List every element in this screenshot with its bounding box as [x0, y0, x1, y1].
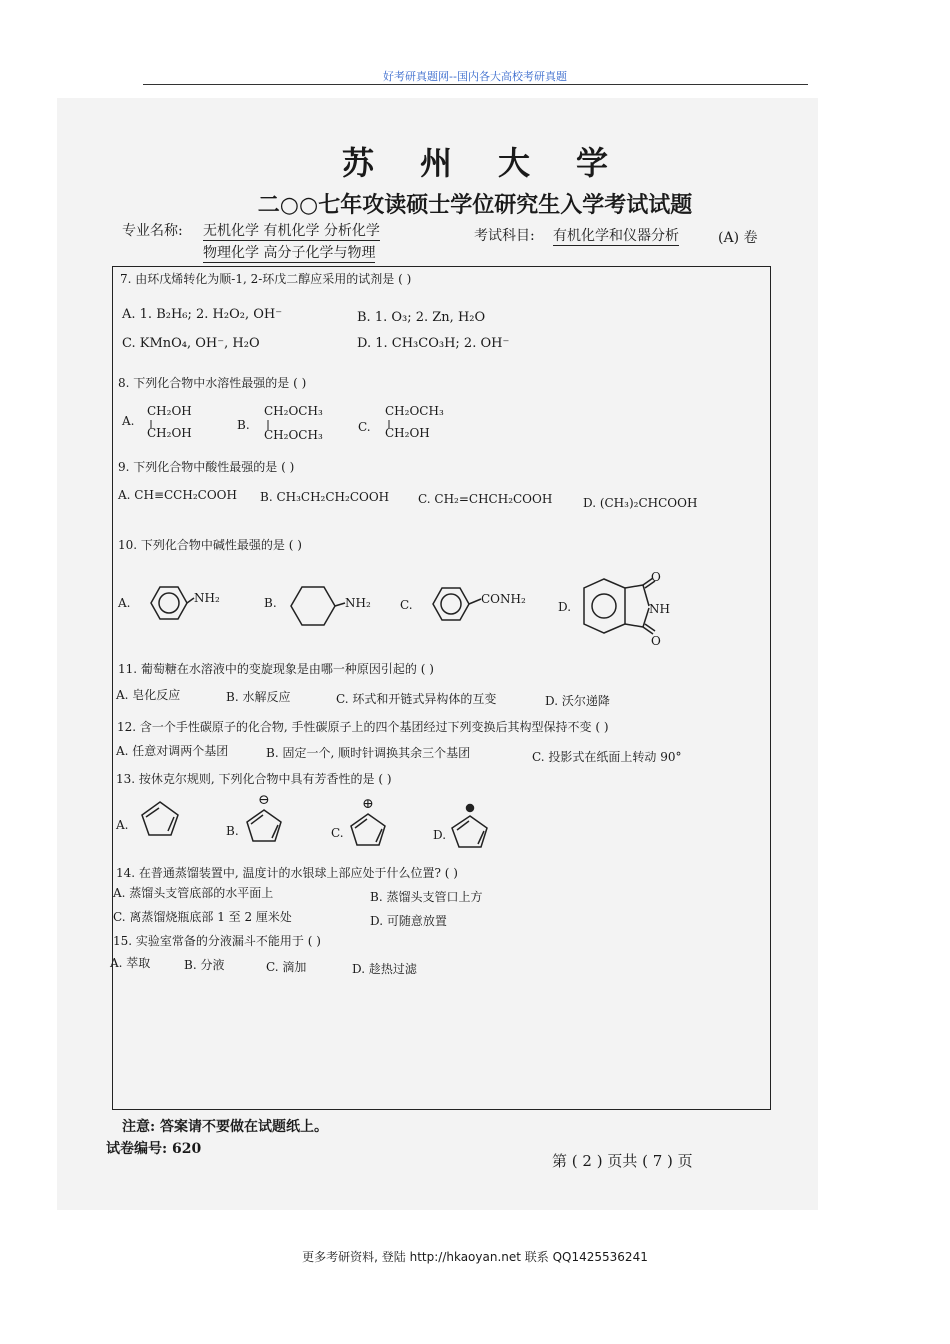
- q9-option-b: B. CH₃CH₂CH₂COOH: [260, 490, 390, 504]
- q11-stem: 11. 葡萄糖在水溶液中的变旋现象是由哪一种原因引起的 ( ): [118, 662, 434, 676]
- paper-type: (A) 卷: [718, 230, 758, 246]
- q8-a-label: A.: [122, 414, 135, 428]
- q13-b-cyclopentadienyl-anion: [247, 810, 281, 841]
- subject-name: 有机化学和仪器分析: [553, 225, 679, 246]
- major-line-2: 物理化学 高分子化学与物理: [203, 242, 375, 263]
- q10-c-group: CONH₂: [481, 592, 526, 606]
- q7-stem: 7. 由环戊烯转化为顺-1, 2-环戊二醇应采用的试剂是 ( ): [120, 272, 412, 286]
- q15-option-d: D. 趁热过滤: [352, 962, 417, 976]
- q13-d-label: D.: [433, 828, 447, 842]
- q10-a-group: NH₂: [194, 591, 220, 605]
- q14-stem: 14. 在普通蒸馏装置中, 温度计的水银球上部应处于什么位置? ( ): [116, 866, 458, 880]
- q13-b-anion-charge: ⊖: [258, 792, 270, 808]
- q8-a-top: CH₂OH: [147, 404, 192, 418]
- q11-option-d: D. 沃尔递降: [545, 694, 610, 708]
- university-name: 苏州大学: [341, 144, 654, 182]
- q10-d-carbonyl-top: O: [651, 570, 661, 584]
- q11-option-c: C. 环式和开链式异构体的互变: [336, 692, 497, 706]
- q15-stem: 15. 实验室常备的分液漏斗不能用于 ( ): [113, 934, 321, 948]
- q9-option-a: A. CH≡CCH₂COOH: [118, 488, 237, 502]
- q10-d-label: D.: [558, 600, 572, 614]
- q12-option-a: A. 任意对调两个基团: [116, 744, 229, 758]
- q10-d-carbonyl-bottom: O: [651, 634, 661, 648]
- q14-option-b: B. 蒸馏头支管口上方: [370, 890, 483, 904]
- q8-c-label: C.: [358, 420, 371, 434]
- q13-c-label: C.: [331, 826, 344, 840]
- q10-c-label: C.: [400, 598, 413, 612]
- q13-b-label: B.: [226, 824, 239, 838]
- q12-option-b: B. 固定一个, 顺时针调换其余三个基团: [266, 746, 471, 760]
- q10-b-group: NH₂: [345, 596, 371, 610]
- paper-number: 试卷编号: 620: [106, 1141, 202, 1157]
- q13-a-label: A.: [116, 818, 129, 832]
- q9-stem: 9. 下列化合物中酸性最强的是 ( ): [118, 460, 295, 474]
- q13-a-cyclopentadiene: [142, 802, 178, 835]
- q13-stem: 13. 按休克尔规则, 下列化合物中具有芳香性的是 ( ): [116, 772, 392, 786]
- q7-option-a: A. 1. B₂H₆; 2. H₂O₂, OH⁻: [122, 307, 283, 322]
- q12-option-c: C. 投影式在纸面上转动 90°: [532, 750, 682, 764]
- q8-c-bottom: CH₂OH: [385, 426, 430, 440]
- exam-title: 二○○七年攻读硕士学位研究生入学考试试题: [257, 192, 693, 218]
- q11-option-b: B. 水解反应: [226, 690, 291, 704]
- q7-option-c: C. KMnO₄, OH⁻, H₂O: [122, 336, 260, 351]
- q11-option-a: A. 皂化反应: [116, 688, 181, 702]
- q10-a-label: A.: [118, 596, 131, 610]
- q9-option-d: D. (CH₃)₂CHCOOH: [583, 496, 698, 510]
- q10-stem: 10. 下列化合物中碱性最强的是 ( ): [118, 538, 302, 552]
- subject-label: 考试科目:: [474, 228, 535, 244]
- q8-c-top: CH₂OCH₃: [385, 404, 444, 418]
- q8-a-bottom: CH₂OH: [147, 426, 192, 440]
- major-label: 专业名称:: [122, 223, 183, 239]
- q8-b-label: B.: [237, 418, 250, 432]
- header-link[interactable]: 好考研真题网--国内各大高校考研真题: [383, 70, 567, 83]
- q8-stem: 8. 下列化合物中水溶性最强的是 ( ): [118, 376, 307, 390]
- q14-option-c: C. 离蒸馏烧瓶底部 1 至 2 厘米处: [113, 910, 292, 924]
- q10-d-imide-nh: NH: [649, 602, 670, 616]
- q15-option-c: C. 滴加: [266, 960, 307, 974]
- q13-c-cyclopentadienyl-cation: [351, 814, 385, 845]
- q13-c-cation-charge: ⊕: [362, 796, 374, 812]
- q9-option-c: C. CH₂=CHCH₂COOH: [418, 492, 553, 506]
- major-line-1: 无机化学 有机化学 分析化学: [203, 220, 380, 241]
- q13-d-cyclopentadienyl-radical: [452, 805, 487, 848]
- q8-b-top: CH₂OCH₃: [264, 404, 323, 418]
- q15-option-a: A. 萃取: [110, 956, 151, 970]
- page-count: 第 ( 2 ) 页共 ( 7 ) 页: [552, 1152, 693, 1170]
- q14-option-d: D. 可随意放置: [370, 914, 447, 928]
- notice: 注意: 答案请不要做在试题纸上。: [122, 1119, 329, 1135]
- q10-b-label: B.: [264, 596, 277, 610]
- q7-option-d: D. 1. CH₃CO₃H; 2. OH⁻: [357, 336, 510, 351]
- footer-text[interactable]: 更多考研资料, 登陆 http://hkaoyan.net 联系 QQ1425536241: [302, 1250, 648, 1264]
- q12-stem: 12. 含一个手性碳原子的化合物, 手性碳原子上的四个基团经过下列变换后其构型保持不变 ( ): [117, 720, 609, 734]
- q8-b-bottom: CH₂OCH₃: [264, 428, 323, 442]
- q14-option-a: A. 蒸馏头支管底部的水平面上: [113, 886, 274, 900]
- q15-option-b: B. 分液: [184, 958, 225, 972]
- q7-option-b: B. 1. O₃; 2. Zn, H₂O: [357, 310, 486, 325]
